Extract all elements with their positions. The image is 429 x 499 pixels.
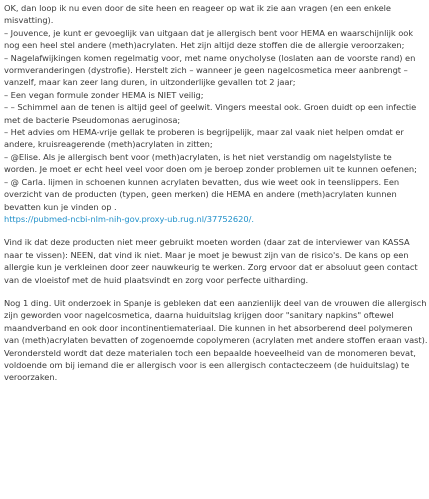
text-line: van (meth)acrylaten bevatten of zogenoemde copolymeren (acrylaten met andere stoffen eraan vast). (4, 335, 428, 346)
text-line: naar te vissen): NEEN, dat vind ik niet. Maar je moet je bewust zijn van de risico's. De kans op een (4, 249, 409, 260)
text-line: – @ Carla. lijmen in schoenen kunnen acrylaten bevatten, dus wie weet ook in teenslippers. Een (4, 176, 400, 187)
text-line: – Het advies om HEMA-vrije gellak te proberen is begrijpelijk, maar zal vaak niet helpen omdat er (4, 127, 404, 138)
paragraph-3 (4, 297, 428, 384)
text-line: Verondersteld wordt dat deze materialen toch een bepaalde hoeveelheid van de monomeren bevat, (4, 347, 416, 358)
text-line: overzicht van de producten (typen, geen merken) die HEMA en andere (meth)acrylaten kunnen (4, 189, 397, 200)
text-line: met de bacterie Pseudomonas aeruginosa; (4, 114, 181, 125)
text-line: – @Elise. Als je allergisch bent voor (meth)acrylaten, is het niet verstandig om nagelstyliste te (4, 151, 392, 162)
text-line: bevatten kun je vinden op . (4, 201, 117, 212)
text-line: vanzelf, maar kan zeer lang duren, in uitzonderlijke gevallen tot 2 jaar; (4, 77, 296, 88)
text-line: – Nagelafwijkingen komen regelmatig voor, met name onycholyse (loslaten aan de voorste rand) en (4, 52, 416, 63)
link-line (4, 213, 425, 225)
paragraph-1 (4, 2, 425, 225)
text-line: maandverband en ook door incontinentiemateriaal. Die kunnen in het absorberend deel polymeren (4, 322, 413, 333)
text-line: – Jouvence, je kunt er gevoeglijk van uitgaan dat je allergisch bent voor HEMA en waarschijnlijk ook (4, 27, 414, 38)
text-line: OK, dan loop ik nu even door de site heen en reageer op wat ik zie aan vragen (en een enkele (4, 3, 391, 13)
text-line: van de vloeistof met de huid plaatsvindt en zorg voor perfecte uitharding. (4, 274, 309, 285)
text-line: voldoende om bij iemand die er allergisch voor is een allergisch contacteczeem (de huiduitslag) te (4, 359, 410, 370)
text-line: Nog 1 ding. Uit onderzoek in Spanje is gebleken dat een aanzienlijk deel van de vrouwen die allergisch (4, 297, 427, 308)
text-line: vormveranderingen (dystrofie). Herstelt zich – wanneer je geen nagelcosmetica meer aanbrengt – (4, 65, 408, 76)
text-line: Vind ik dat deze producten niet meer gebruikt moeten worden (daar zat de interviewer van KASSA (4, 237, 410, 248)
text-line: zijn geworden voor nagelcosmetica, daarna huiduitslag krijgen door "sanitary napkins" oftewel (4, 310, 394, 321)
text-line: allergie kun je verkleinen door zeer nauwkeurig te werken. Zorg ervoor dat er absoluut geen contact (4, 262, 418, 273)
text-line: veroorzaken. (4, 372, 58, 383)
text-line: – Een vegan formule zonder HEMA is NIET veilig; (4, 89, 204, 100)
text-line: misvatting). (4, 15, 54, 26)
paragraph-2 (4, 236, 425, 286)
text-line: andere, kruisreagerende (meth)acrylaten in zitten; (4, 139, 213, 150)
text-line: worden. Je moet er echt heel veel voor doen om je beroep zonder problemen uit te kunnen oefenen; (4, 164, 417, 175)
pubmed-link[interactable]: https://pubmed-ncbi-nlm-nih-gov.proxy-ub.rug.nl/37752620/. (4, 213, 254, 224)
text-line: nog een heel stel andere (meth)acrylaten. Het zijn altijd deze stoffen die de allergie veroorzaken; (4, 40, 405, 51)
text-line: – – Schimmel aan de tenen is altijd geel of geelwit. Vingers meestal ook. Groen duidt op een infectie (4, 102, 417, 113)
